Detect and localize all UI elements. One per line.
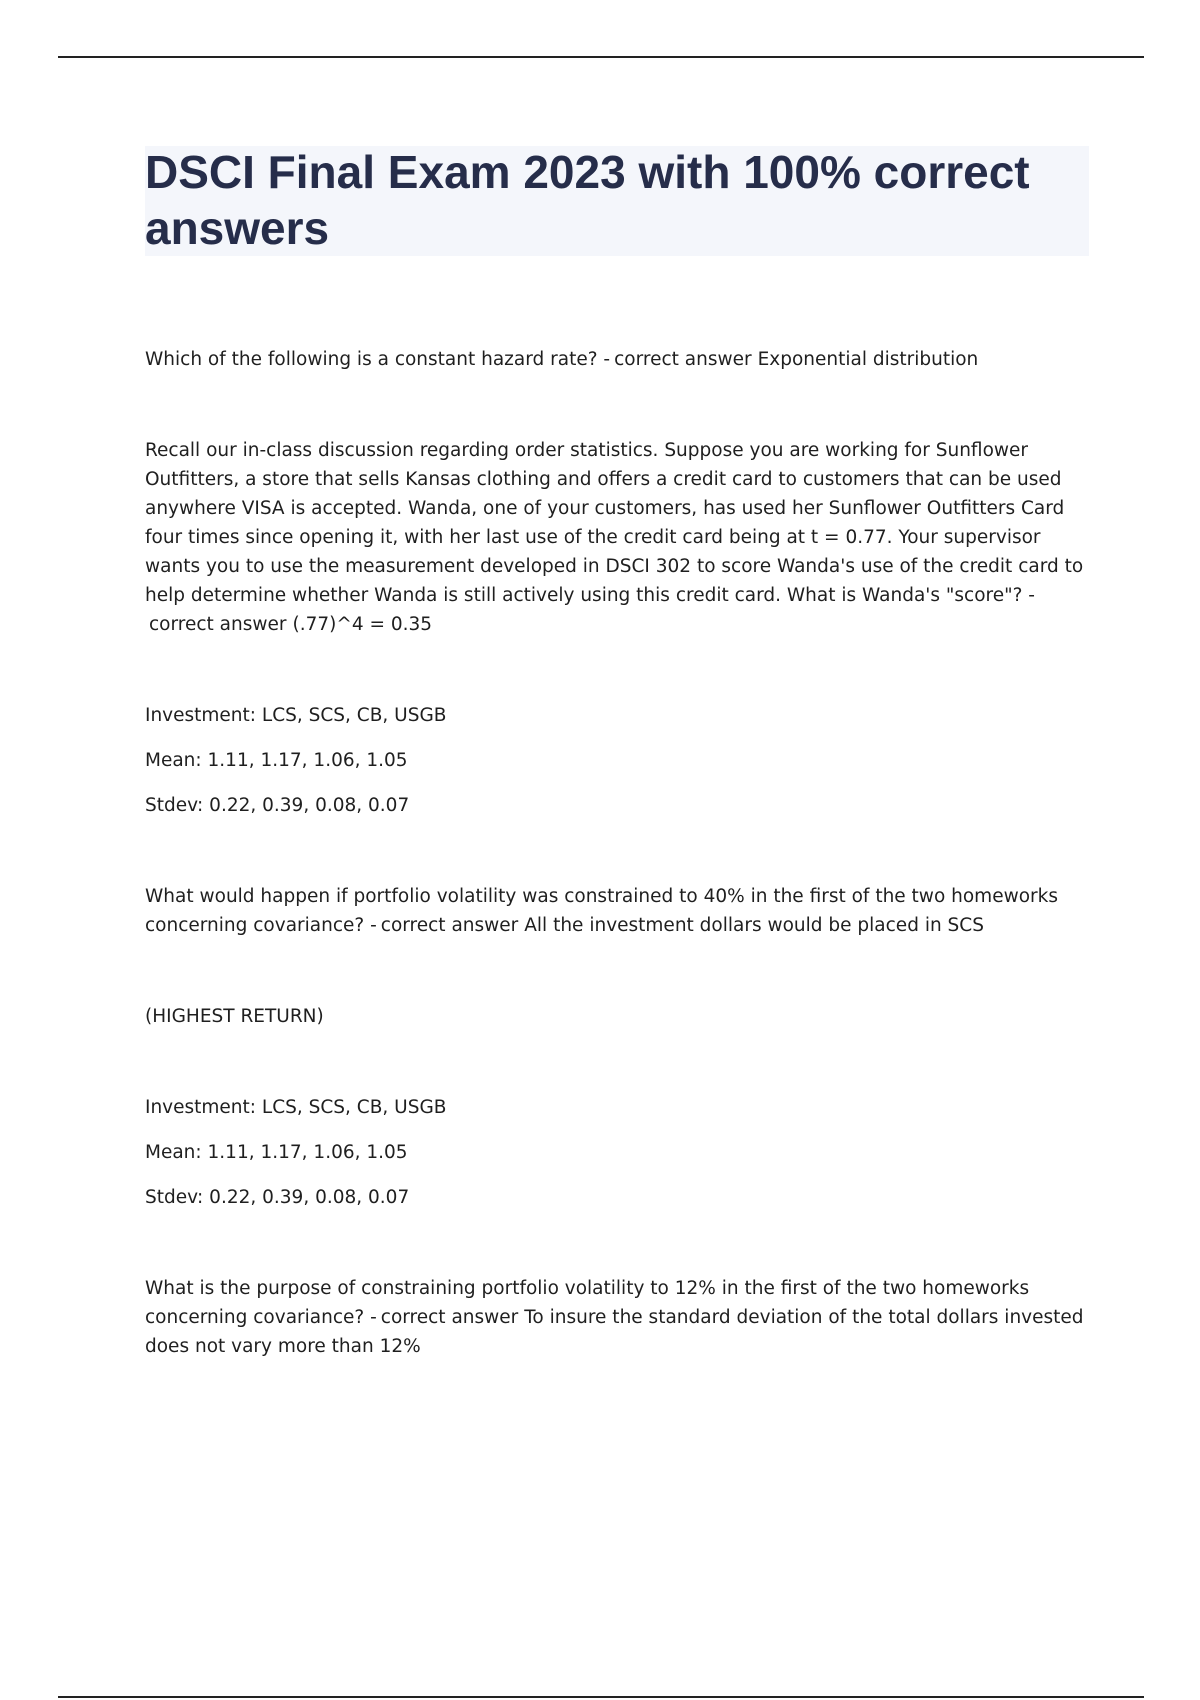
answer-text: (.77)^4 = 0.35	[292, 614, 433, 635]
highest-return-note: (HIGHEST RETURN)	[145, 1006, 324, 1027]
answer-text: Exponential distribution	[757, 349, 979, 370]
question-text: What would happen if portfolio volatility was constrained to 40% in the first of the two homeworks concerning covariance? -	[145, 886, 1058, 936]
answer-text: To insure the standard deviation of the total dollars invested does not vary more than 12%	[145, 1307, 1084, 1357]
stdev-line: Stdev: 0.22, 0.39, 0.08, 0.07	[145, 795, 410, 816]
mean-line: Mean: 1.11, 1.17, 1.06, 1.05	[145, 750, 408, 771]
document-body	[145, 345, 1090, 1361]
page-title: DSCI Final Exam 2023 with 100% correct answers	[145, 146, 1030, 254]
top-rule	[58, 56, 1144, 58]
answer-text: All the investment dollars would be placed in SCS	[524, 915, 984, 936]
mean-line: Mean: 1.11, 1.17, 1.06, 1.05	[145, 1142, 408, 1163]
question-text: Recall our in-class discussion regarding order statistics. Suppose you are working for Sunflower Outfitters, a store that sells Kansas clothing and offers a credit card to customers that can be used anywhere VISA is accepted. Wanda, one of your customers, has used her Sunflower Outfitters Card four times since opening it, with her last use of the credit card being at t = 0.77. Your supervisor wants you to use the measurement developed in DSCI 302 to score Wanda's use of the credit card to help determine whether Wanda is still actively using this credit card. What is Wanda's "score"? -	[145, 440, 1084, 606]
qa-order-statistics	[145, 436, 1090, 639]
bottom-rule	[58, 1696, 1144, 1698]
answer-label: correct answer	[149, 614, 287, 635]
answer-label: correct answer	[614, 349, 752, 370]
qa-volatility-12	[145, 1274, 1090, 1361]
investment-line: Investment: LCS, SCS, CB, USGB	[145, 705, 447, 726]
question-text: Which of the following is a constant hazard rate? -	[145, 349, 611, 370]
answer-label: correct answer	[380, 915, 519, 936]
stdev-line: Stdev: 0.22, 0.39, 0.08, 0.07	[145, 1187, 410, 1208]
qa-hazard-rate	[145, 345, 1090, 374]
answer-label: correct answer	[380, 1307, 519, 1328]
question-text: What is the purpose of constraining portfolio volatility to 12% in the first of the two homeworks concerning covariance? -	[145, 1278, 1030, 1328]
investment-line: Investment: LCS, SCS, CB, USGB	[145, 1097, 447, 1118]
qa-volatility-40	[145, 882, 1090, 940]
